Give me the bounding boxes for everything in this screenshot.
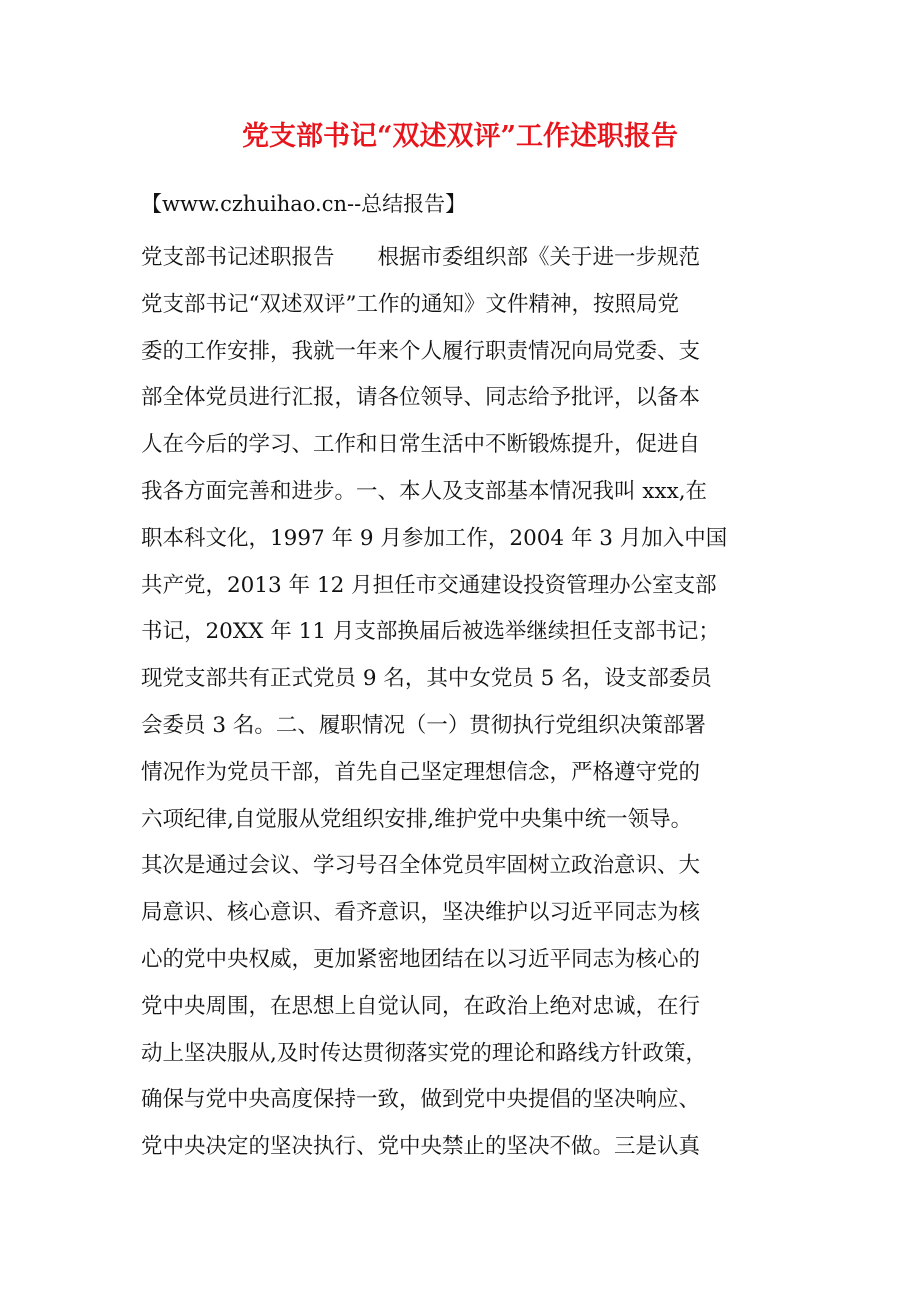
- body-line: 我各方面完善和进步。一、本人及支部基本情况我叫 xxx,在: [141, 478, 708, 504]
- body-line: 党支部书记述职报告 根据市委组织部《关于进一步规范: [141, 245, 701, 270]
- body-line: 委的工作安排，我就一年来个人履行职责情况向局党委、支: [141, 338, 701, 364]
- body-line: 书记，20XX 年 11 月支部换届后被选举继续担任支部书记；: [141, 619, 720, 645]
- body-line: 情况作为党员干部，首先自己坚定理想信念，严格遵守党的: [141, 759, 701, 785]
- source-line: 【www.czhuihao.cn--总结报告】: [141, 192, 467, 216]
- body-line: 六项纪律,自觉服从党组织安排,维护党中央集中统一领导。: [141, 806, 693, 832]
- body-line: 会委员 3 名。二、履职情况（一）贯彻执行党组织决策部署: [141, 712, 706, 738]
- body-line: 职本科文化，1997 年 9 月参加工作，2004 年 3 月加入中国: [141, 525, 728, 551]
- body-text: [141, 235, 801, 1171]
- body-line: 其次是通过会议、学习号召全体党员牢固树立政治意识、大: [141, 853, 701, 879]
- body-line: 心的党中央权威，更加紧密地团结在以习近平同志为核心的: [141, 946, 701, 972]
- body-line: 确保与党中央高度保持一致，做到党中央提倡的坚决响应、: [141, 1087, 701, 1113]
- body-line: 党中央周围，在思想上自觉认同，在政治上绝对忠诚，在行: [141, 993, 701, 1019]
- body-line: 人在今后的学习、工作和日常生活中不断锻炼提升，促进自: [141, 432, 701, 458]
- body-line: 动上坚决服从,及时传达贯彻落实党的理论和路线方针政策，: [141, 1040, 707, 1066]
- body-line: 现党支部共有正式党员 9 名，其中女党员 5 名，设支部委员: [141, 666, 712, 692]
- body-line: 党支部书记“双述双评”工作的通知》文件精神，按照局党: [141, 291, 679, 317]
- body-line: 部全体党员进行汇报，请各位领导、同志给予批评，以备本: [141, 385, 701, 411]
- body-line: 共产党，2013 年 12 月担任市交通建设投资管理办公室支部: [141, 572, 717, 598]
- body-line: 党中央决定的坚决执行、党中央禁止的坚决不做。三是认真: [141, 1134, 701, 1160]
- body-line: 局意识、核心意识、看齐意识，坚决维护以习近平同志为核: [141, 900, 701, 926]
- document-title: 党支部书记“双述双评”工作述职报告: [241, 121, 679, 152]
